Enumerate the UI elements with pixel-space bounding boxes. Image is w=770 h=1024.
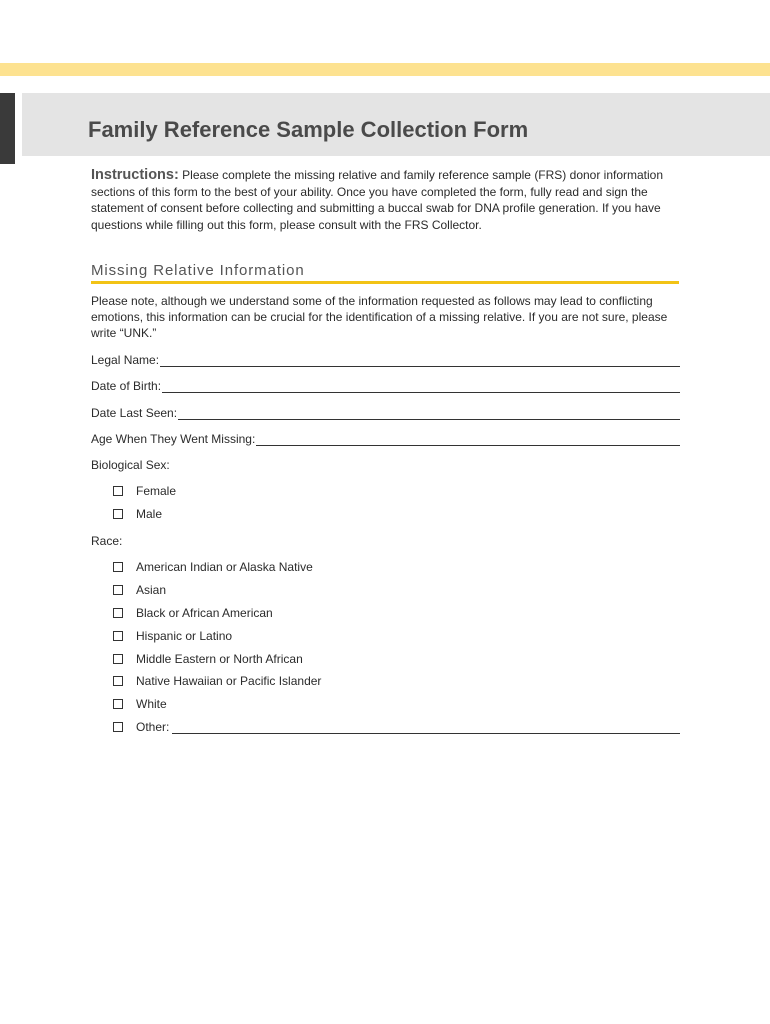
- instructions-paragraph: [91, 167, 681, 233]
- race-option-label: Hispanic or Latino: [136, 629, 233, 643]
- date-of-birth-field[interactable]: [91, 377, 680, 393]
- age-missing-label: Age When They Went Missing:: [91, 432, 256, 446]
- legal-name-label: Legal Name:: [91, 353, 160, 367]
- race-option-black[interactable]: [113, 605, 273, 621]
- race-option-white[interactable]: [113, 696, 167, 712]
- checkbox-icon[interactable]: [113, 585, 123, 595]
- race-option-label: Native Hawaiian or Pacific Islander: [136, 674, 322, 688]
- date-last-seen-input-line[interactable]: [178, 407, 680, 420]
- race-option-hispanic[interactable]: [113, 628, 232, 644]
- age-missing-field[interactable]: [91, 430, 680, 446]
- race-option-label: Other:: [136, 720, 170, 734]
- section-heading-missing-relative: Missing Relative Information: [91, 262, 679, 284]
- checkbox-icon[interactable]: [113, 676, 123, 686]
- race-option-american-indian[interactable]: [113, 559, 313, 575]
- race-option-other[interactable]: [113, 719, 680, 735]
- date-of-birth-label: Date of Birth:: [91, 379, 162, 393]
- header-accent-band: [0, 63, 770, 76]
- checkbox-icon[interactable]: [113, 486, 123, 496]
- biological-sex-label: Biological Sex:: [91, 458, 170, 472]
- race-option-label: Middle Eastern or North African: [136, 652, 303, 666]
- legal-name-field[interactable]: [91, 351, 680, 367]
- date-of-birth-input-line[interactable]: [162, 380, 680, 393]
- checkbox-icon[interactable]: [113, 509, 123, 519]
- race-option-label: Black or African American: [136, 606, 273, 620]
- race-other-input-line[interactable]: [172, 721, 680, 734]
- race-option-asian[interactable]: [113, 582, 166, 598]
- form-title: Family Reference Sample Collection Form: [88, 117, 529, 142]
- race-option-label: Asian: [136, 583, 167, 597]
- age-missing-input-line[interactable]: [256, 433, 680, 446]
- instructions-lead: Instructions:: [91, 167, 179, 183]
- sex-option-label: Male: [136, 507, 163, 521]
- race-option-native-hawaiian[interactable]: [113, 673, 321, 689]
- sex-option-female[interactable]: [113, 483, 176, 499]
- race-option-middle-eastern[interactable]: [113, 651, 303, 667]
- missing-relative-note: Please note, although we understand some of the information requested as follows may lead to conflicting emotions, this information can be crucial for the identification of a missing relative. If you are not sure, please write “UNK.”: [91, 294, 668, 340]
- race-option-label: American Indian or Alaska Native: [136, 560, 313, 574]
- checkbox-icon[interactable]: [113, 631, 123, 641]
- race-label: Race:: [91, 534, 123, 548]
- race-option-label: White: [136, 697, 167, 711]
- checkbox-icon[interactable]: [113, 608, 123, 618]
- sex-option-label: Female: [136, 484, 177, 498]
- checkbox-icon[interactable]: [113, 699, 123, 709]
- checkbox-icon[interactable]: [113, 562, 123, 572]
- date-last-seen-label: Date Last Seen:: [91, 406, 178, 420]
- sex-option-male[interactable]: [113, 506, 162, 522]
- checkbox-icon[interactable]: [113, 654, 123, 664]
- date-last-seen-field[interactable]: [91, 404, 680, 420]
- page-edge-tab: [0, 93, 15, 164]
- instructions-text: Please complete the missing relative and family reference sample (FRS) donor information sections of this form to the best of your ability. Once you have completed the form, fully read and sign the statement of consent before collecting and submitting a buccal swab for DNA profile generation. If you have questions while filling out this form, please consult with the FRS Collector.: [91, 168, 664, 232]
- legal-name-input-line[interactable]: [160, 354, 680, 367]
- checkbox-icon[interactable]: [113, 722, 123, 732]
